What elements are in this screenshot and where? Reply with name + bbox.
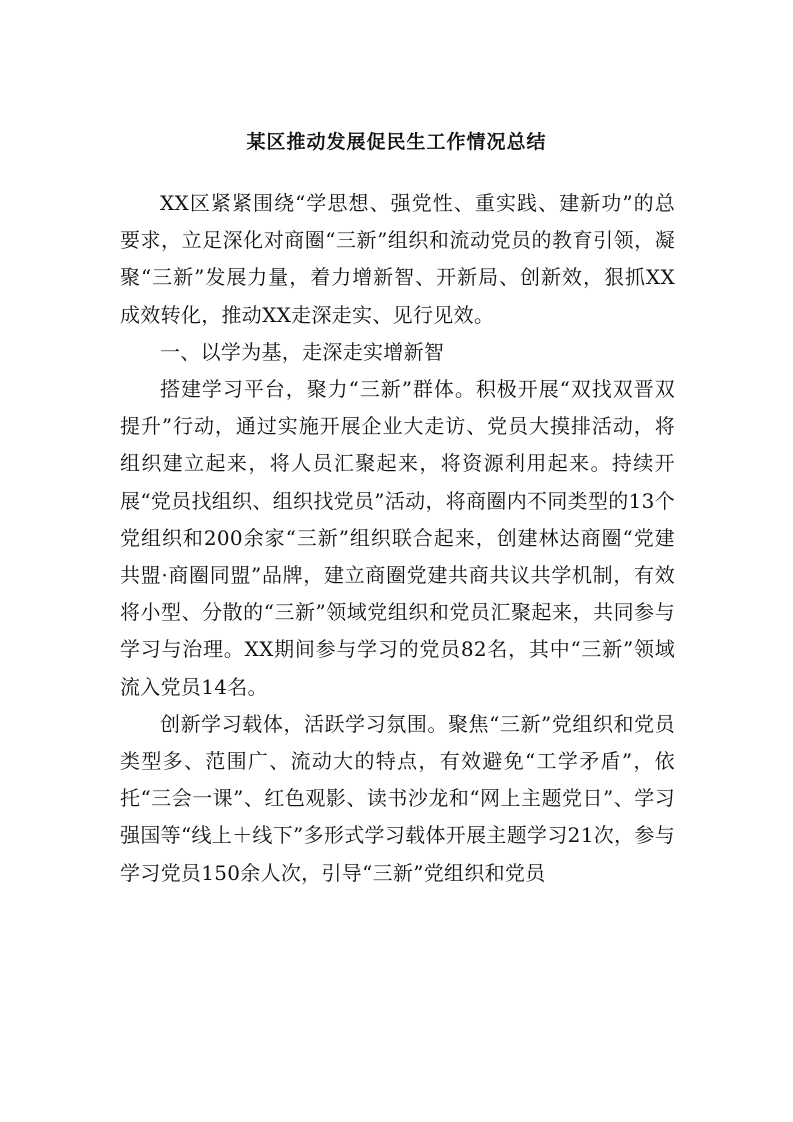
section1-paragraph-1: 搭建学习平台，聚力“三新”群体。积极开展“双找双晋双提升”行动，通过实施开展企业大走访、党员大摸排活动，将组织建立起来，将人员汇聚起来，将资源利用起来。持续开展“党员找组织、组织找党员”活动，将商圈内不同类型的13个党组织和200余家“三新”组织联合起来，创建林达商圈“党建共盟·商圈同盟”品牌，建立商圈党建共商共议共学机制，有效将小型、分散的“三新”领域党组织和党员汇聚起来，共同参与学习与治理。XX期间参与学习的党员82名，其中“三新”领域流入党员14名。 — [120, 377, 675, 699]
section1-paragraph-2: 创新学习载体，活跃学习氛围。聚焦“三新”党组织和党员类型多、范围广、流动大的特点，有效避免“工学矛盾”，依托“三会一课”、红色观影、读书沙龙和“网上主题党日”、学习强国等“线上＋线下”多形式学习载体开展主题学习21次，参与学习党员150余人次，引导“三新”党组织和党员 — [120, 711, 675, 885]
document-body — [120, 185, 675, 892]
intro-paragraph: XX区紧紧围绕“学思想、强党性、重实践、建新功”的总要求，立足深化对商圈“三新”组织和流动党员的教育引领，凝聚“三新”发展力量，着力增新智、开新局、创新效，狠抓XX成效转化，推动XX走深走实、见行见效。 — [120, 191, 675, 327]
section-heading-1: 一、以学为基，走深走实增新智 — [160, 339, 445, 364]
document-title: 某区推动发展促民生工作情况总结 — [246, 131, 547, 153]
